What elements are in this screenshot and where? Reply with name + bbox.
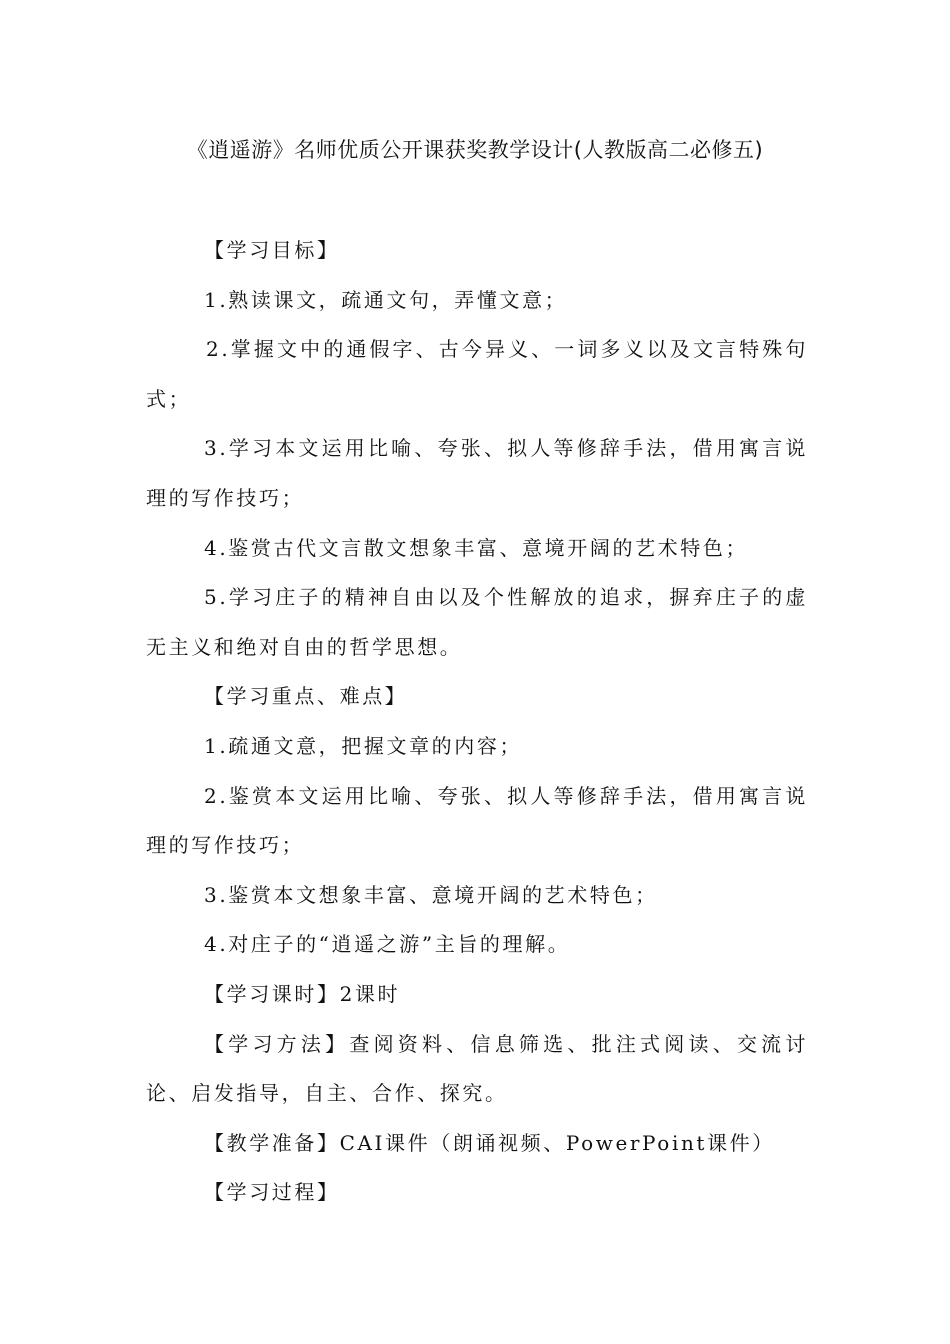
section-heading-preparation: 【教学准备】 [204, 1130, 340, 1155]
goal-item-1: 1.熟读课文，疏通文句，弄懂文意； [204, 287, 568, 312]
methods-line [146, 1020, 808, 1119]
hours-line [146, 970, 808, 1020]
key-point-item-1: 1.疏通文意，把握文章的内容； [204, 733, 523, 758]
goal-item-2: 2.掌握文中的通假字、古今异义、一词多义以及文言特殊句式； [146, 337, 808, 411]
key-point-item-3: 3.鉴赏本文想象丰富、意境开阔的艺术特色； [204, 882, 658, 907]
key-point-item-2: 2.鉴赏本文运用比喻、夸张、拟人等修辞手法，借用寓言说理的写作技巧； [146, 783, 808, 858]
section-heading-process: 【学习过程】 [204, 1180, 340, 1205]
goal-item-3: 3.学习本文运用比喻、夸张、拟人等修辞手法，借用寓言说理的写作技巧； [146, 436, 808, 510]
preparation-line [146, 1119, 808, 1169]
methods-value: 查阅资料、信息筛选、批注式阅读、交流讨论、启发指导，自主、合作、探究。 [146, 1031, 808, 1106]
hours-value: 2课时 [339, 981, 401, 1006]
document-body [146, 226, 808, 1218]
section-heading-methods: 【学习方法】 [204, 1031, 350, 1056]
section-heading-key-points: 【学习重点、难点】 [204, 684, 408, 709]
preparation-value: CAI课件（朗诵视频、PowerPoint课件） [339, 1130, 775, 1155]
section-heading-hours: 【学习课时】 [204, 981, 340, 1006]
section-heading-goals: 【学习目标】 [204, 238, 340, 262]
document-title: 《逍遥游》名师优质公开课获奖教学设计(人教版高二必修五) [186, 138, 764, 162]
goal-item-4: 4.鉴赏古代文言散文想象丰富、意境开阔的艺术特色； [204, 535, 749, 560]
goal-item-5: 5.学习庄子的精神自由以及个性解放的追求，摒弃庄子的虚无主义和绝对自由的哲学思想。 [146, 585, 808, 659]
key-point-item-4: 4.对庄子的“逍遥之游”主旨的理解。 [204, 932, 571, 957]
